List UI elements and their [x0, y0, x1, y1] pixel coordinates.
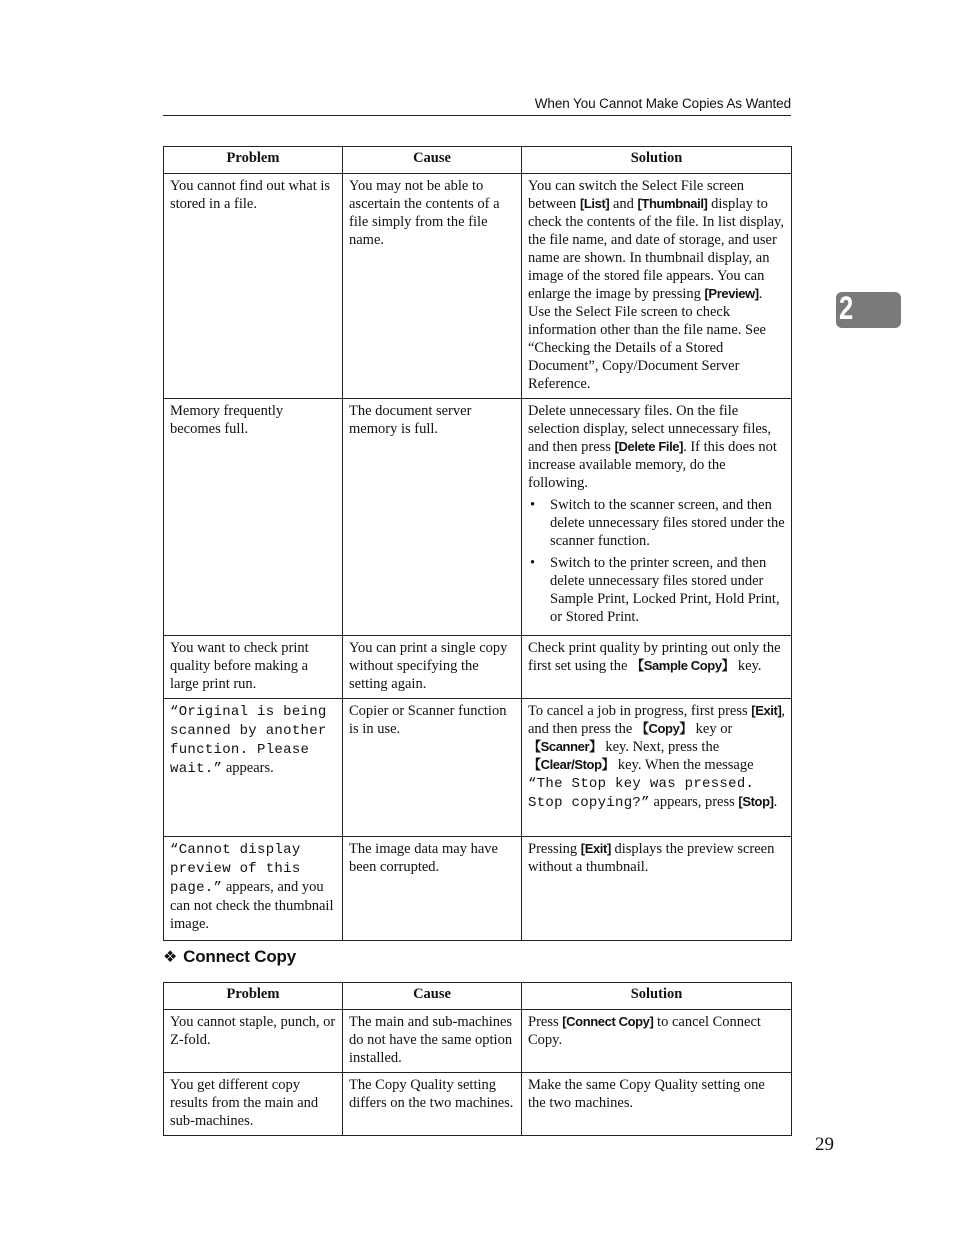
connect-copy-table	[163, 982, 792, 1136]
cause-cell: The document server memory is full.	[343, 399, 522, 636]
problem-cell: You cannot staple, punch, or Z-fold.	[164, 1010, 343, 1073]
header-solution: Solution	[522, 983, 792, 1010]
chapter-number: 2	[839, 290, 854, 326]
table-header-row	[164, 147, 792, 174]
problem-cell: You get different copy results from the main and sub-machines.	[164, 1073, 343, 1136]
message-text: “Cannot display preview of this page.”	[170, 842, 301, 896]
header-solution: Solution	[522, 147, 792, 174]
section-heading	[163, 947, 296, 967]
solution-cell: Pressing [Exit] displays the preview screen without a thumbnail.	[522, 837, 792, 941]
table-row	[164, 837, 792, 941]
bullet-item: • Switch to the scanner screen, and then delete unnecessary files stored under the scanner function.	[550, 496, 785, 550]
cause-cell: You may not be able to ascertain the contents of a file simply from the file name.	[343, 174, 522, 399]
table-row	[164, 1073, 792, 1136]
header-cause: Cause	[343, 147, 522, 174]
bullet-item: • Switch to the printer screen, and then delete unnecessary files stored under Sample Print, Locked Print, Hold Print, or Stored Print.	[550, 554, 785, 626]
delete-file-key: [Delete File]	[614, 439, 684, 454]
preview-key: [Preview]	[704, 286, 759, 301]
header-problem: Problem	[164, 983, 343, 1010]
problem-cell: Memory frequently becomes full.	[164, 399, 343, 636]
cause-cell: The main and sub-machines do not have the same option installed.	[343, 1010, 522, 1073]
troubleshooting-table	[163, 146, 792, 941]
solution-cell: You can switch the Select File screen between [List] and [Thumbnail] display to check the contents of the file. In list display, the file name, and date of storage, and user name are shown. In thumbnail display, an image of the stored file appears. You can enlarge the image by pressing [Preview]. Use the Select File screen to check information other than the file name. See “Checking the Details of a Stored Document”, Copy/Document Server Reference.	[522, 174, 792, 399]
solution-bullet-list	[528, 496, 785, 626]
message-text: “Original is being scanned by another function. Please wait.”	[170, 704, 327, 777]
thumbnail-key: [Thumbnail]	[637, 196, 708, 211]
table-row	[164, 174, 792, 399]
header-cause: Cause	[343, 983, 522, 1010]
copy-key: 【Copy】	[635, 721, 693, 736]
page-number: 29	[815, 1134, 834, 1155]
chapter-tab	[836, 292, 901, 328]
problem-cell: You want to check print quality before making a large print run.	[164, 636, 343, 699]
scanner-key: 【Scanner】	[528, 739, 602, 754]
exit-key: [Exit]	[751, 703, 782, 718]
table-row	[164, 699, 792, 837]
problem-cell: “Cannot display preview of this page.” appears, and you can not check the thumbnail image.	[164, 837, 343, 941]
header-rule	[163, 115, 791, 116]
cause-cell: Copier or Scanner function is in use.	[343, 699, 522, 837]
section-title: Connect Copy	[183, 947, 296, 966]
list-key: [List]	[579, 196, 610, 211]
clear-stop-key: 【Clear/Stop】	[528, 757, 615, 772]
sample-copy-key: 【Sample Copy】	[631, 658, 735, 673]
stop-key: [Stop]	[738, 794, 774, 809]
solution-cell: To cancel a job in progress, first press [Exit], and then press the 【Copy】 key or 【Scanner】 key. Next, press the 【Clear/Stop】 key. When the message “The Stop key was pressed. Stop copying?” appears, press [Stop].	[522, 699, 792, 837]
cause-cell: The image data may have been corrupted.	[343, 837, 522, 941]
solution-cell: Check print quality by printing out only the first set using the 【Sample Copy】 key.	[522, 636, 792, 699]
exit-key: [Exit]	[580, 841, 611, 856]
table-row	[164, 636, 792, 699]
running-header: When You Cannot Make Copies As Wanted	[534, 96, 791, 111]
problem-cell: “Original is being scanned by another function. Please wait.” appears.	[164, 699, 343, 837]
table-row	[164, 399, 792, 636]
connect-copy-key: [Connect Copy]	[562, 1014, 654, 1029]
header-problem: Problem	[164, 147, 343, 174]
table-header-row	[164, 983, 792, 1010]
problem-cell: You cannot find out what is stored in a file.	[164, 174, 343, 399]
cause-cell: You can print a single copy without specifying the setting again.	[343, 636, 522, 699]
solution-cell: Make the same Copy Quality setting one the two machines.	[522, 1073, 792, 1136]
solution-cell: Delete unnecessary files. On the file selection display, select unnecessary files, and then press [Delete File]. If this does not increase available memory, do the following. • Switch to the scanner screen, and then delete unnecessary files stored under the scanner function. • Switch to the printer screen, and then delete unnecessary files stored under Sample Print, Locked Print, Hold Print, or Stored Print.	[522, 399, 792, 636]
solution-cell: Press [Connect Copy] to cancel Connect Copy.	[522, 1010, 792, 1073]
diamond-icon: ❖	[163, 949, 178, 966]
message-text: “The Stop key was pressed. Stop copying?”	[528, 776, 755, 811]
table-row	[164, 1010, 792, 1073]
cause-cell: The Copy Quality setting differs on the two machines.	[343, 1073, 522, 1136]
